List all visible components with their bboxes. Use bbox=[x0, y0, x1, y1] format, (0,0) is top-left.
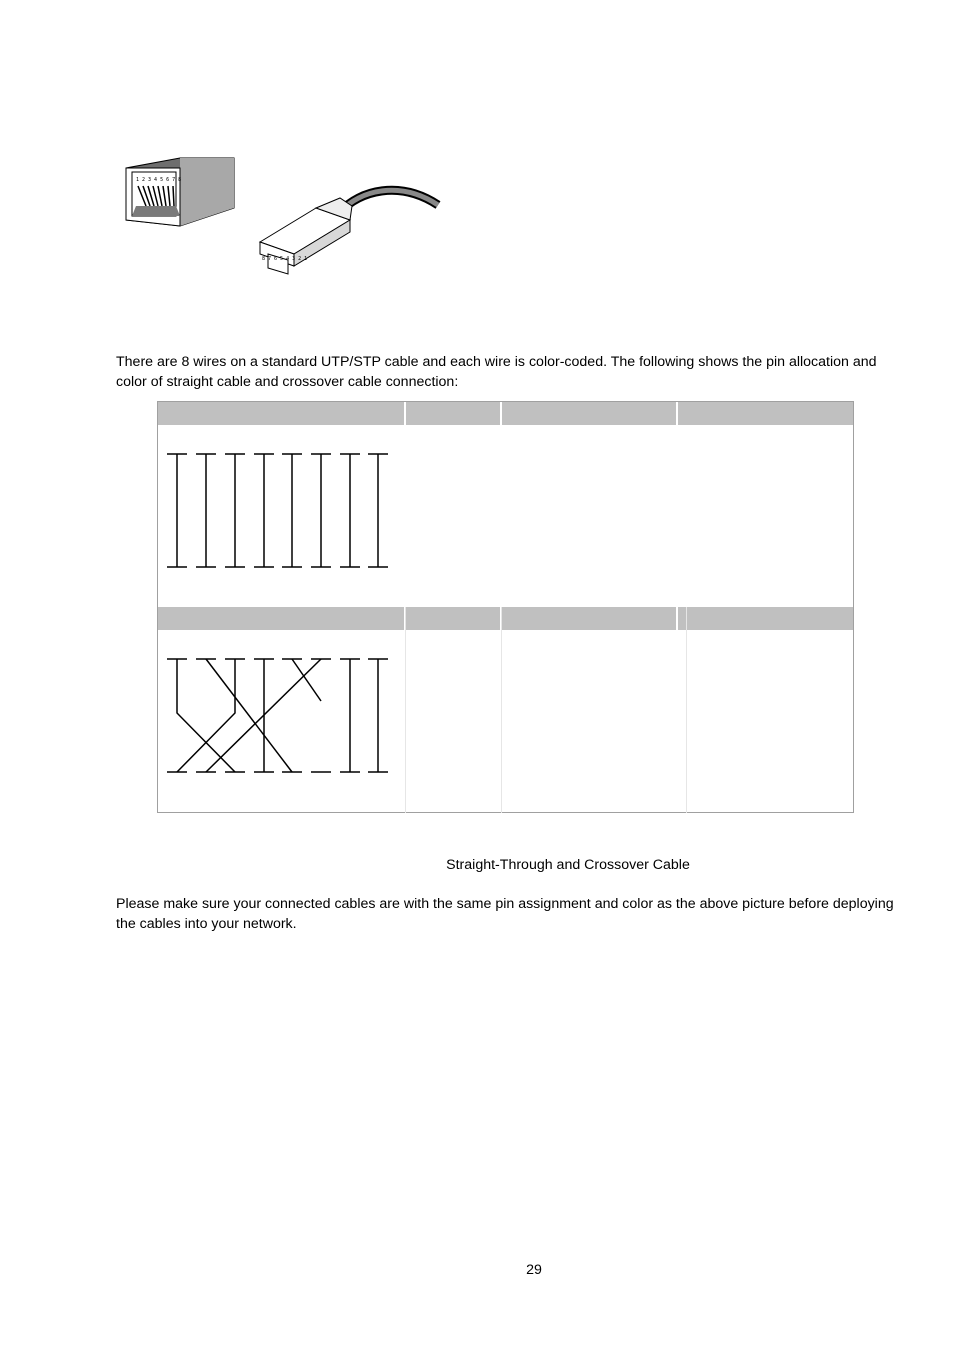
pinout-table bbox=[157, 401, 854, 813]
jack-pin-labels: 1 2 3 4 5 6 7 8 bbox=[136, 177, 182, 183]
straight-through-wiring-diagram bbox=[166, 452, 391, 572]
crossover-header-row bbox=[158, 607, 853, 630]
figure-caption: Straight-Through and Crossover Cable bbox=[446, 857, 690, 873]
page-number: 29 bbox=[526, 1262, 542, 1278]
rj45-connector-illustration bbox=[120, 150, 450, 275]
outro-paragraph: Please make sure your connected cables are with the same pin assignment and color as the above picture before deploying the cables into your network. bbox=[116, 896, 894, 932]
intro-paragraph: There are 8 wires on a standard UTP/STP cable and each wire is color-coded. The following shows the pin allocation and color of straight cable and crossover cable connection: bbox=[116, 354, 877, 390]
crossover-wiring-diagram bbox=[166, 657, 391, 777]
rj45-jack-icon bbox=[126, 158, 234, 226]
plug-pin-labels: 8 7 6 5 4 3 2 1 bbox=[262, 256, 308, 262]
straight-header-row bbox=[158, 402, 853, 425]
rj45-plug-icon bbox=[260, 190, 438, 274]
